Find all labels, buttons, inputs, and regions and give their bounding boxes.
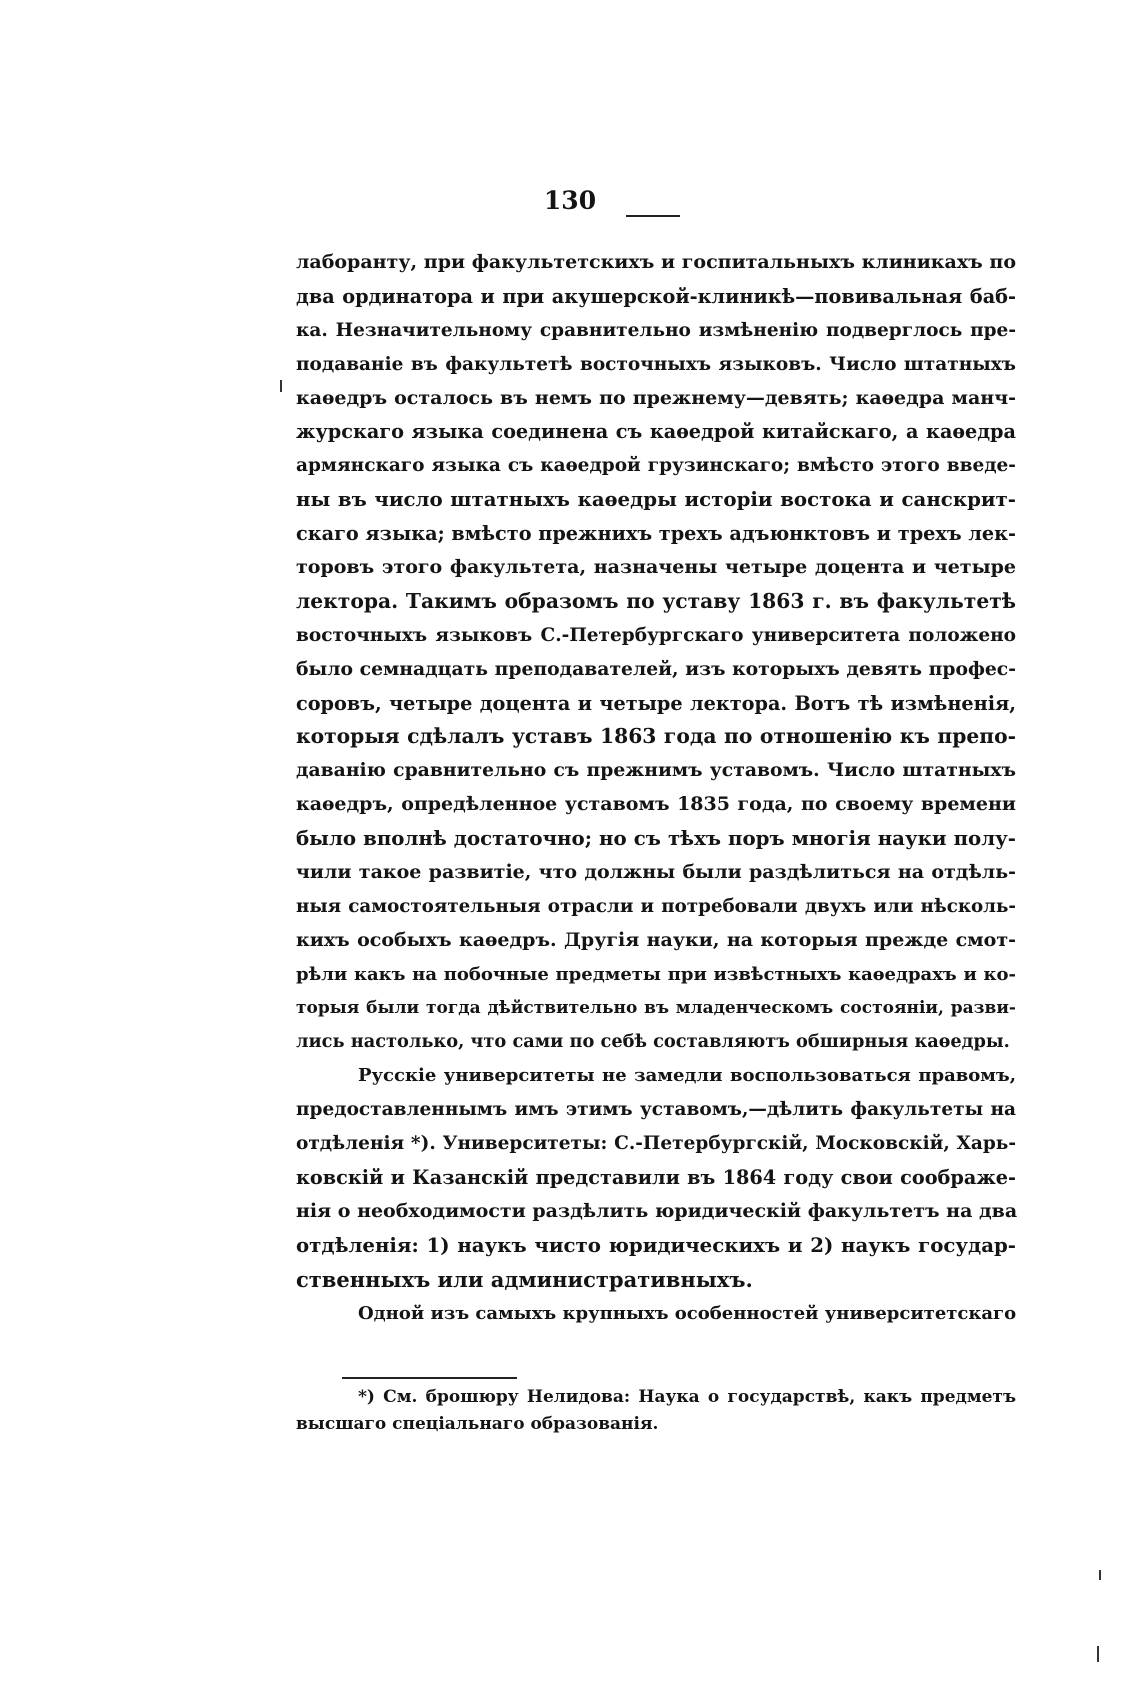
text-line: было семнадцать преподавателей, изъ которыхъ девять профес- xyxy=(296,657,1016,680)
text-line: лектора. Такимъ образомъ по уставу 1863 г. въ факультетѣ xyxy=(296,588,1016,613)
text-line: нія о необходимости раздѣлить юридическій факультетъ на два xyxy=(296,1199,1018,1222)
footnote-line: *) См. брошюру Нелидова: Наука о государствѣ, какъ предметъ xyxy=(358,1387,1016,1407)
text-line: чили такое развитіе, что должны были раздѣлиться на отдѣль- xyxy=(296,861,1016,884)
text-line: предоставленнымъ имъ этимъ уставомъ,—дѣлить факультеты на xyxy=(296,1099,1016,1121)
text-line: соровъ, четыре доцента и четыре лектора. Вотъ тѣ измѣненія, xyxy=(296,691,1016,715)
text-line: подаваніе въ факультетѣ восточныхъ языковъ. Число штатныхъ xyxy=(296,353,1016,375)
page-number-underline xyxy=(626,215,680,217)
footnote-separator xyxy=(342,1377,517,1379)
text-line: ны въ число штатныхъ каѳедры исторіи востока и санскрит- xyxy=(296,487,1016,512)
text-line: скаго языка; вмѣсто прежнихъ трехъ адъюнктовъ и трехъ лек- xyxy=(296,522,1017,546)
footnote-line: высшаго спеціальнаго образованія. xyxy=(296,1414,659,1434)
paragraph-start-line: Русскіе университеты не замедли воспользоваться правомъ, xyxy=(358,1065,1016,1087)
text-line: торыя были тогда дѣйствительно въ младенческомъ состояніи, разви- xyxy=(296,997,1016,1018)
text-line: восточныхъ языковъ С.-Петербургскаго университета положено xyxy=(296,624,1016,646)
text-line: ныя самостоятельныя отрасли и потребовали двухъ или нѣсколь- xyxy=(296,895,1016,917)
text-line: было вполнѣ достаточно; но съ тѣхъ поръ многія науки полу- xyxy=(296,826,1016,851)
text-line: каѳедръ осталось въ немъ по прежнему—девять; каѳедра манч- xyxy=(296,386,1016,409)
scan-speck xyxy=(1097,1646,1099,1662)
text-line: отдѣленія: 1) наукъ чисто юридическихъ и 2) наукъ государ- xyxy=(296,1232,1016,1257)
text-line: которыя сдѣлалъ уставъ 1863 года по отношенію къ препо- xyxy=(296,724,1016,749)
text-line: лись настолько, что сами по себѣ составляютъ обширныя каѳедры. xyxy=(296,1031,1010,1053)
text-line: торовъ этого факультета, назначены четыре доцента и четыре xyxy=(296,556,1016,579)
text-line: даванію сравнительно съ прежнимъ уставомъ. Число штатныхъ xyxy=(296,759,1016,782)
text-line: ка. Незначительному сравнительно измѣненію подверглось пре- xyxy=(296,319,1016,341)
paragraph-start-line: Одной изъ самыхъ крупныхъ особенностей университетскаго xyxy=(358,1302,1017,1324)
text-line: рѣли какъ на побочные предметы при извѣстныхъ каѳедрахъ и ко- xyxy=(296,963,1016,985)
text-line: кихъ особыхъ каѳедръ. Другія науки, на которыя прежде смот- xyxy=(296,928,1016,951)
text-line: ственныхъ или административныхъ. xyxy=(296,1266,753,1292)
page-number: 130 xyxy=(543,186,597,215)
text-line: ковскій и Казанскій представили въ 1864 году свои соображе- xyxy=(296,1166,1016,1190)
footnote xyxy=(296,1384,1016,1438)
text-line: два ординатора и при акушерской-клиникѣ—повивальная баб- xyxy=(296,284,1016,308)
text-line: армянскаго языка съ каѳедрой грузинскаго; вмѣсто этого введе- xyxy=(296,455,1016,477)
body-text xyxy=(296,246,1016,1331)
text-line: каѳедръ, опредѣленное уставомъ 1835 года, по своему времени xyxy=(296,793,1016,816)
text-line: отдѣленія *). Университеты: С.-Петербургскій, Московскій, Харь- xyxy=(296,1133,1016,1155)
text-line: лаборанту, при факультетскихъ и госпитальныхъ клиникахъ по xyxy=(296,251,1016,273)
scan-speck xyxy=(280,380,282,392)
text-line: журскаго языка соединена съ каѳедрой китайскаго, а каѳедра xyxy=(296,420,1016,444)
scan-speck xyxy=(1099,1570,1101,1580)
